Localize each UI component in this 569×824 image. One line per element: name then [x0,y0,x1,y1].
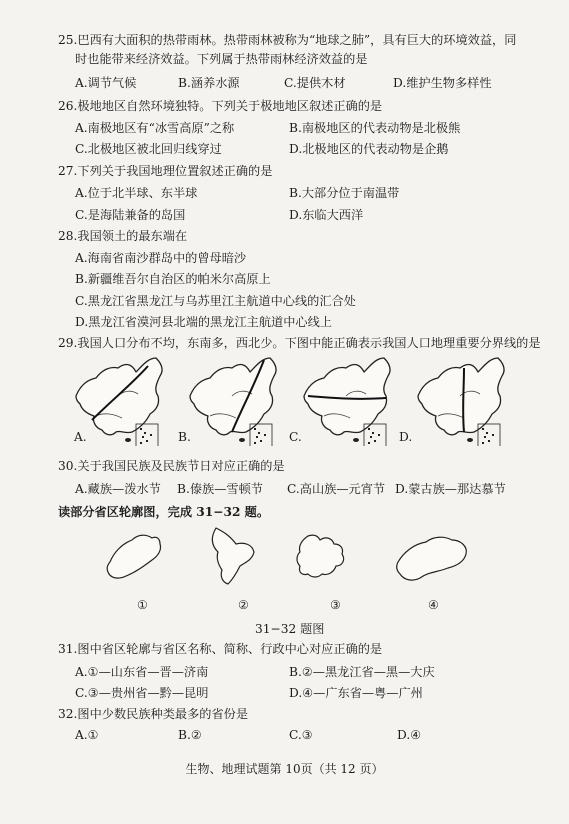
q26-option-a: A.南极地区有“冰雪高原”之称 [75,121,235,135]
q29-label-a: A. [74,430,87,444]
q27-options-row1 [75,186,555,201]
q26-option-b: B.南极地区的代表动物是北极熊 [289,121,461,135]
province-2-outline [212,528,254,584]
q25-option-b: B.涵养水源 [178,76,240,90]
q25-option-d: D.维护生物多样性 [393,76,492,90]
q30-option-c: C.高山族—元宵节 [287,482,386,496]
q31-stem: 31.图中省区轮廓与省区名称、简称、行政中心对应正确的是 [58,642,383,656]
map-d [418,358,504,446]
reading-instruction: 读部分省区轮廓图，完成 31−32 题。 [58,505,270,519]
q27-option-a: A.位于北半球、东半球 [75,186,198,200]
q25-option-c: C.提供木材 [284,76,346,90]
q27-option-c: C.是海陆兼备的岛国 [75,208,186,222]
figure-caption: 31−32 题图 [255,622,325,636]
q32-option-c: C.③ [289,728,313,742]
q31-option-b: B.②—黑龙江省—黑—大庆 [289,665,435,679]
q28-stem: 28.我国领土的最东端在 [58,229,188,243]
province-4-outline [397,537,467,580]
q28-option-b: B.新疆维吾尔自治区的帕米尔高原上 [75,272,271,286]
q32-option-d: D.④ [397,728,422,742]
q27-option-d: D.东临大西洋 [289,208,364,222]
q25-options [75,76,555,91]
q25-stem-line1: 25.巴西有大面积的热带雨林。热带雨林被称为“地球之肺”，具有巨大的环境效益，同 [58,33,517,47]
q32-stem: 32.图中少数民族种类最多的省份是 [58,707,249,721]
q26-options-row1 [75,121,555,136]
q27-stem: 27.下列关于我国地理位置叙述正确的是 [58,164,273,178]
q32-option-a: A.① [75,728,99,742]
q30-option-a: A.藏族—泼水节 [75,482,161,496]
map-c [304,358,390,446]
q30-stem: 30.关于我国民族及民族节日对应正确的是 [58,459,285,473]
q31-option-a: A.①—山东省—晋—济南 [75,665,209,679]
q25-option-a: A.调节气候 [75,76,137,90]
q26-stem: 26.极地地区自然环境独特。下列关于极地地区叙述正确的是 [58,99,383,113]
q26-option-d: D.北极地区的代表动物是企鹅 [289,142,449,156]
q27-options-row2 [75,208,555,223]
figure-label-2: ② [238,598,249,612]
q32-options [75,728,555,743]
q29-label-b: B. [178,430,191,444]
page-footer: 生物、地理试题第 10页（共 12 页） [185,762,384,776]
q32-option-b: B.② [178,728,202,742]
figure-label-4: ④ [428,598,439,612]
q25-stem-line2: 时也能带来经济效益。下列属于热带雨林经济效益的是 [75,52,368,66]
q27-option-b: B.大部分位于南温带 [289,186,400,200]
province-3-outline [297,535,344,577]
figure-label-1: ① [137,598,148,612]
province-outlines [100,522,480,594]
q29-label-d: D. [399,430,413,444]
map-a [76,358,162,446]
map-b [190,358,276,446]
province-1-outline [107,535,160,578]
q31-options-row1 [75,665,555,680]
q29-label-c: C. [289,430,302,444]
q26-options-row2 [75,142,555,157]
q29-china-maps [60,352,550,446]
q31-option-d: D.④—广东省—粤—广州 [289,686,423,700]
q30-options [75,482,555,497]
figure-label-3: ③ [330,598,341,612]
q28-option-c: C.黑龙江省黑龙江与乌苏里江主航道中心线的汇合处 [75,294,356,308]
q30-option-b: B.傣族—雪顿节 [177,482,263,496]
q28-option-a: A.海南省南沙群岛中的曾母暗沙 [75,251,247,265]
q30-option-d: D.蒙古族—那达慕节 [395,482,506,496]
q28-option-d: D.黑龙江省漠河县北端的黑龙江主航道中心线上 [75,315,332,329]
q31-option-c: C.③—贵州省—黔—昆明 [75,686,209,700]
q29-stem: 29.我国人口分布不均，东南多，西北少。下图中能正确表示我国人口地理重要分界线的是 [58,336,541,350]
q26-option-c: C.北极地区被北回归线穿过 [75,142,222,156]
q31-options-row2 [75,686,555,701]
